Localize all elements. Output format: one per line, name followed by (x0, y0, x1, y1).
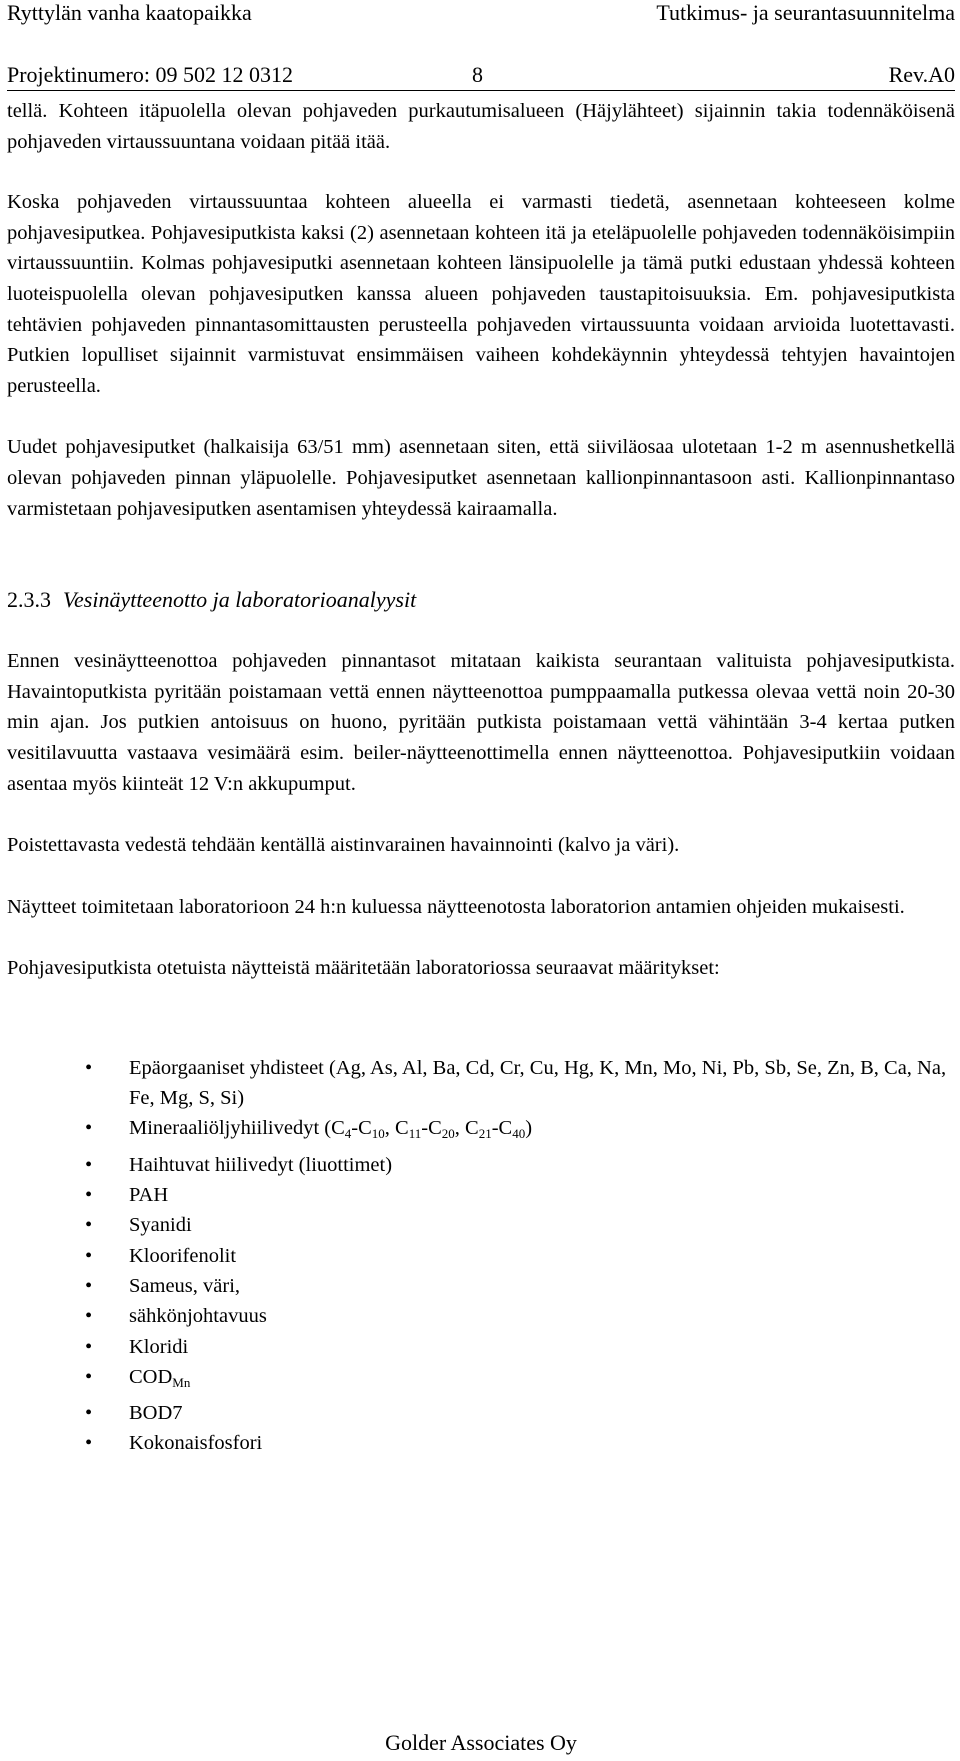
list-item (7, 1271, 955, 1301)
paragraph-well-placement: Koska pohjaveden virtaussuuntaa kohteen alueella ei varmasti tiedetä, asennetaan kohteeseen kolme pohjavesiputkea. Pohjavesiputkista kaksi (2) asennetaan kohteen itä ja eteläpuolelle pohjaveden todennäköisimpiin virtaussuuntiin. Kolmas pohjavesiputki asennetaan kohteen länsipuolelle ja tämä putki edustaan yhdessä kohteen luoteispuolella olevan pohjavesiputken kanssa alueen pohjaveden taustapitoisuuksia. Em. pohjavesiputkista tehtävien pohjaveden pinnantasomittausten perusteella pohjaveden virtaussuunta voidaan arvioida luotettavasti. Putkien lopulliset sijainnit varmistuvat ensimmäisen vaiheen kohdekäynnin yhteydessä tehtyjen havaintojen perusteella. (7, 191, 955, 397)
list-item (7, 1180, 955, 1210)
paragraph-flow-direction: tellä. Kohteen itäpuolella olevan pohjaveden purkautumisalueen (Häjylähteet) sijainnin takia todennäköisenä pohjaveden virtaussuuntana voidaan pitää itää. (7, 100, 955, 153)
header-revision: Rev.A0 (888, 62, 955, 87)
list-item (7, 1113, 955, 1149)
list-item (7, 1053, 955, 1114)
bullet-icon: • (85, 1056, 93, 1079)
paragraph-analyses-intro: Pohjavesiputkista otetuista näytteistä määritetään laboratoriossa seuraavat määritykset: (7, 957, 720, 980)
list-item-text: Kokonaisfosfori (129, 1432, 263, 1455)
bullet-icon: • (85, 1184, 93, 1207)
bullet-icon: • (85, 1117, 93, 1140)
paragraph-well-installation: Uudet pohjavesiputket (halkaisija 63/51 mm) asennetaan siten, että siiviläosaa ulotetaan 1-2 m asennushetkellä olevan pohjaveden pinnan yläpuolelle. Pohjavesiputket asennetaan kallionpinnantasoon asti. Kallionpinnantaso varmistetaan pohjavesiputken asentamisen yhteydessä kairaamalla. (7, 436, 955, 520)
header-title: Ryttylän vanha kaatopaikka (7, 0, 252, 25)
paragraph-sampling-procedure: Ennen vesinäytteenottoa pohjaveden pinnantasot mitataan kaikista seurantaan valituista pohjavesiputkista. Havaintoputkista pyritään poistamaan vettä ennen näytteenottoa pumppaamalla putkessa olevaa vettä noin 20-30 min ajan. Jos putkien antoisuus on huono, pyritään putkista poistamaan vettä vähintään 3-4 kertaa putken vesitilavuutta vastaava vesimäärä esim. beiler-näytteenottimella ennen näytteenottoa. Pohjavesiputkiin voidaan asentaa myös kiinteät 12 V:n akkupumput. (7, 650, 955, 795)
list-item-text: sähkönjohtavuus (129, 1305, 267, 1328)
bullet-icon: • (85, 1432, 93, 1455)
bullet-icon: • (85, 1214, 93, 1237)
paragraph-field-observation: Poistettavasta vedestä tehdään kentällä aistinvarainen havainnointi (kalvo ja väri). (7, 834, 680, 857)
list-item-text: Sameus, väri, (129, 1274, 241, 1297)
bullet-icon: • (85, 1402, 93, 1425)
paragraph-sample-delivery: Näytteet toimitetaan laboratorioon 24 h:n kuluessa näytteenotosta laboratorion antamien ohjeiden mukaisesti. (7, 895, 905, 918)
list-item-text: Haihtuvat hiilivedyt (liuottimet) (129, 1153, 393, 1176)
bullet-icon: • (85, 1274, 93, 1297)
list-item-text: Syanidi (129, 1214, 192, 1237)
list-item (7, 1301, 955, 1331)
list-item (7, 1332, 955, 1362)
list-item-text: BOD7 (129, 1402, 183, 1425)
bullet-icon: • (85, 1153, 93, 1176)
bullet-icon: • (85, 1244, 93, 1267)
section-heading (7, 585, 955, 615)
bullet-icon: • (85, 1365, 93, 1388)
list-item-text: Epäorgaaniset yhdisteet (Ag, As, Al, Ba, Cd, Cr, Cu, Hg, K, Mn, Mo, Ni, Pb, Sb, Se, Zn, B, Ca, Na, Fe, Mg, S, Si) (129, 1056, 947, 1110)
list-item-text: Kloridi (129, 1335, 189, 1358)
bullet-icon: • (85, 1335, 93, 1358)
list-item (7, 1150, 955, 1180)
header-project-number: Projektinumero: 09 502 12 0312 (7, 62, 293, 87)
list-item (7, 1428, 955, 1458)
bullet-icon: • (85, 1305, 93, 1328)
list-item-text: PAH (129, 1184, 169, 1207)
header-doc-type: Tutkimus- ja seurantasuunnitelma (656, 0, 955, 25)
footer-company: Golder Associates Oy (385, 1730, 577, 1755)
list-item (7, 1210, 955, 1240)
list-item-text: Mineraaliöljyhiilivedyt ($C_4-C_{10}$, $C_{11}-C_{20}$, $C_{21}-C_{40}$) (129, 1117, 533, 1142)
list-item (7, 1362, 955, 1398)
list-item (7, 1241, 955, 1271)
section-number: 2.3.3 (7, 587, 51, 613)
document-body (7, 96, 955, 1459)
header-divider (7, 90, 955, 91)
list-item-text: $COD_{Mn}$ (129, 1365, 191, 1390)
list-item-text: Kloorifenolit (129, 1244, 237, 1267)
list-item (7, 1398, 955, 1428)
analysis-list (7, 1053, 955, 1459)
header-page-number: 8 (472, 62, 483, 87)
section-title: Vesinäytteenotto ja laboratorioanalyysit (63, 587, 417, 613)
